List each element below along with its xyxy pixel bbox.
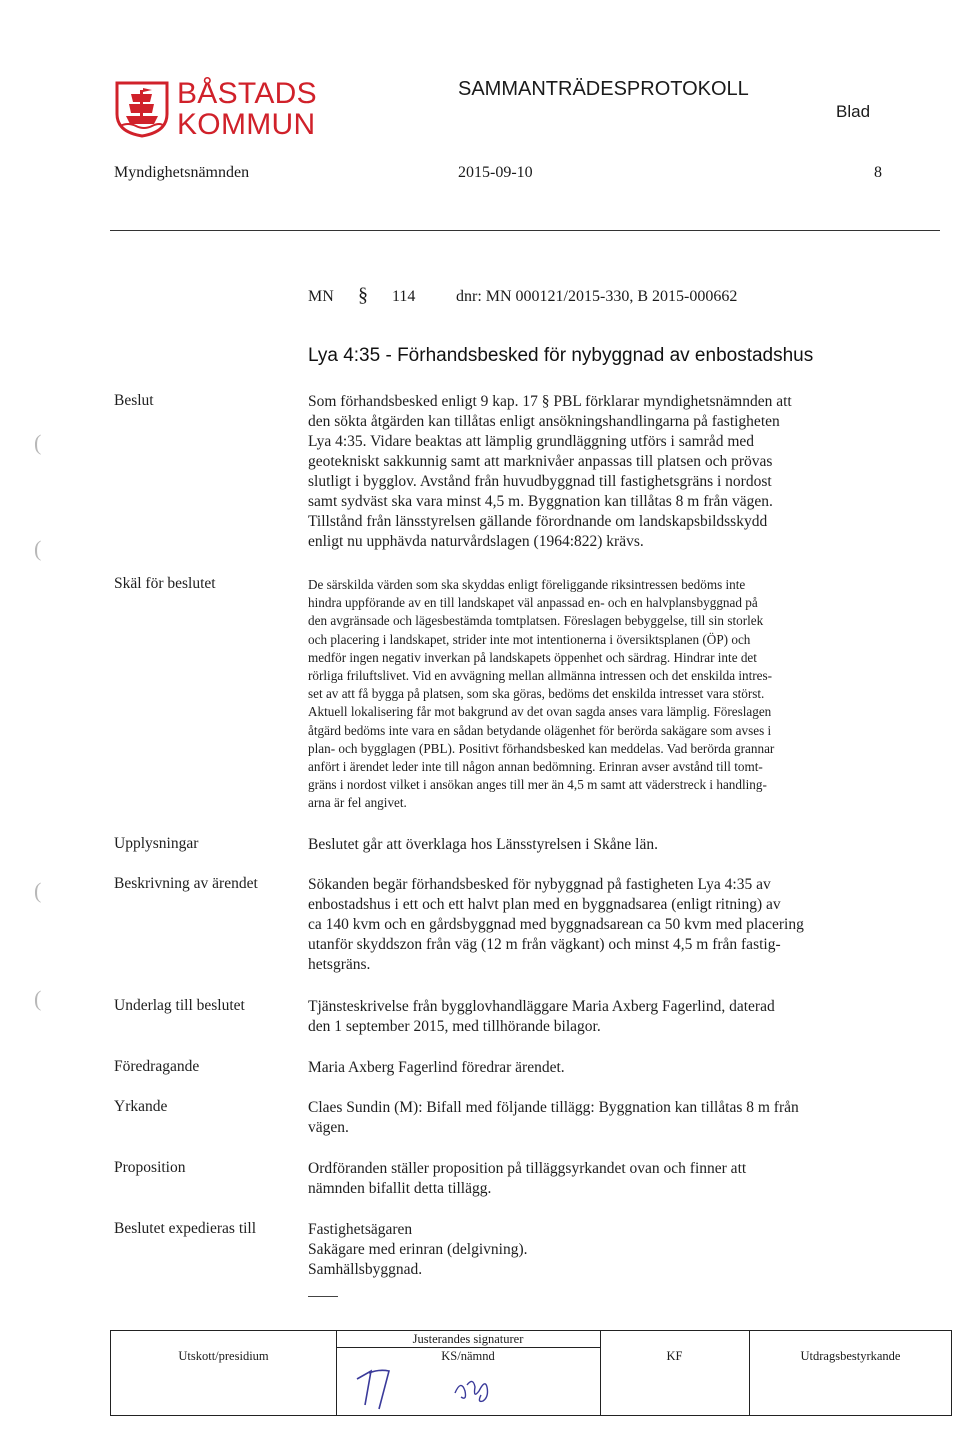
- text-line: enbostadshus i ett och ett halvt plan med en byggnadsarea (enligt ritning) av: [308, 896, 781, 913]
- signature-1-icon: [349, 1365, 409, 1415]
- text-line: Beslutet går att överklaga hos Länsstyrelsen i Skåne län.: [308, 836, 658, 853]
- text-line: Maria Axberg Fagerlind föredrar ärendet.: [308, 1059, 565, 1076]
- text-line: rörliga friluftslivet. Vid en avvägning mellan allmänna intressen och det enskilda intres-: [308, 668, 773, 684]
- section-text-beslut: [308, 392, 903, 552]
- text-line: arna är fel angivet.: [308, 795, 407, 811]
- text-line: hetsgräns.: [308, 956, 371, 973]
- section-text-underlag: [308, 997, 903, 1037]
- section-text-beskrivning: [308, 875, 903, 975]
- municipality-name: [177, 78, 317, 140]
- ref-dnr: dnr: MN 000121/2015-330, B 2015-000662: [456, 288, 738, 305]
- section-label-skal: Skäl för beslutet: [114, 575, 216, 592]
- page-number: 8: [874, 164, 882, 181]
- sig-col-ks: KS/nämnd: [441, 1349, 495, 1363]
- text-line: Lya 4:35. Vidare beaktas att lämplig grundläggning utförs i samråd med: [308, 433, 755, 450]
- section-label-yrkande: Yrkande: [114, 1098, 168, 1115]
- table-divider: [749, 1331, 750, 1415]
- text-line: Sökanden begär förhandsbesked för nybyggnad på fastigheten Lya 4:35 av: [308, 876, 771, 893]
- signature-header: Justerandes signaturer: [412, 1332, 524, 1346]
- table-header-rule: [336, 1347, 600, 1348]
- section-label-upplysningar: Upplysningar: [114, 835, 199, 852]
- margin-mark: (: [34, 986, 42, 1011]
- sig-col-utskott: Utskott/presidium: [178, 1349, 269, 1363]
- text-line: plan- och bygglagen (PBL). Positivt förhandsbesked kan meddelas. Vad berörda grannar: [308, 740, 775, 756]
- text-line: Ordföranden ställer proposition på tilläggsyrkandet ovan och finner att: [308, 1160, 747, 1177]
- text-line: den sökta åtgärden kan tillåtas enligt ansökningshandlingarna på fastigheten: [308, 413, 780, 430]
- signature-2-icon: [451, 1373, 495, 1409]
- ref-number: 114: [392, 288, 416, 305]
- text-line: den 1 september 2015, med tillhörande bilagor.: [308, 1018, 601, 1035]
- section-text-skal: [308, 576, 908, 813]
- meeting-date: 2015-09-10: [458, 164, 533, 181]
- signature-table: [110, 1330, 952, 1416]
- blad-label: Blad: [836, 102, 871, 121]
- section-label-underlag: Underlag till beslutet: [114, 997, 245, 1014]
- end-rule: [308, 1296, 338, 1297]
- text-line: den avgränsade och lägesbestämda tomtplatsen. Föreslagen bebyggelse, till sin storlek: [308, 613, 764, 629]
- section-text-foredragande: [308, 1058, 903, 1078]
- section-label-expedieras: Beslutet expedieras till: [114, 1220, 257, 1237]
- margin-mark: (: [34, 536, 42, 561]
- document-title: SAMMANTRÄDESPROTOKOLL: [458, 78, 749, 100]
- text-line: Sakägare med erinran (delgivning).: [308, 1241, 528, 1258]
- text-line: slutligt i bygglov. Avstånd från huvudbyggnad till fastighetsgräns i nordost: [308, 473, 772, 490]
- text-line: gräns i nordost vilket i ansökan anges till mer än 4,5 m samt att väderstreck i handling-: [308, 777, 767, 793]
- body-name: Myndighetsnämnden: [114, 164, 250, 181]
- text-line: Fastighetsägaren: [308, 1221, 413, 1238]
- header-divider: [110, 230, 940, 231]
- table-divider: [336, 1331, 337, 1415]
- text-line: nämnden bifallit detta tillägg.: [308, 1180, 492, 1197]
- section-sign: §: [358, 284, 368, 306]
- table-divider: [600, 1331, 601, 1415]
- section-label-beslut: Beslut: [114, 392, 154, 409]
- text-line: enligt nu upphävda naturvårdslagen (1964:822) krävs.: [308, 533, 644, 550]
- brand-line-1: BÅSTADS: [177, 77, 317, 110]
- text-line: Tjänsteskrivelse från bygglovhandläggare Maria Axberg Fagerlind, daterad: [308, 998, 775, 1015]
- section-label-proposition: Proposition: [114, 1159, 186, 1176]
- text-line: Samhällsbyggnad.: [308, 1261, 423, 1278]
- text-line: samt sydväst ska vara minst 4,5 m. Byggnation kan tillåtas 8 m från vägen.: [308, 493, 773, 510]
- text-line: Aktuell lokalisering får mot bakgrund av det ovan sagda anses vara lämplig. Föreslagen: [308, 704, 772, 720]
- text-line: anfört i ärendet leder inte till någon annan bedömning. Erinran avser avstånd till tomt-: [308, 759, 763, 775]
- sig-col-utdrag: Utdragsbestyrkande: [800, 1349, 901, 1363]
- margin-mark: (: [34, 878, 42, 903]
- section-text-proposition: [308, 1159, 903, 1199]
- margin-mark: (: [34, 430, 42, 455]
- text-line: Som förhandsbesked enligt 9 kap. 17 § PBL förklarar myndighetsnämnden att: [308, 393, 792, 410]
- text-line: set av att få bygga på platsen, som ska göras, bedöms det enskilda intresset vara störst.: [308, 686, 765, 702]
- section-label-beskrivning: Beskrivning av ärendet: [114, 875, 258, 892]
- sig-col-kf: KF: [666, 1349, 683, 1363]
- page-title: Lya 4:35 - Förhandsbesked för nybyggnad av enbostadshus: [308, 345, 814, 366]
- text-line: geotekniskt sakkunnig samt att marknivåer anpassas till platsen och prövas: [308, 453, 773, 470]
- text-line: ca 140 kvm och en gårdsbyggnad med byggnadsarean ca 50 kvm med placering: [308, 916, 804, 933]
- brand-line-2: KOMMUN: [177, 108, 316, 141]
- text-line: Tillstånd från länsstyrelsen gällande förordnande om landskapsbildsskydd: [308, 513, 768, 530]
- text-line: De särskilda värden som ska skyddas enligt föreliggande riksintressen bedöms inte: [308, 577, 746, 592]
- municipality-logo-icon: [114, 80, 170, 138]
- text-line: och placering i landskapet, strider inte mot intentionerna i översiktsplanen (ÖP) och: [308, 631, 751, 647]
- text-line: vägen.: [308, 1119, 349, 1136]
- ref-org: MN: [308, 288, 334, 305]
- section-text-upplysningar: [308, 835, 903, 855]
- text-line: hindra uppförande av en till landskapet väl anpassad en- och en halvplansbyggnad på: [308, 595, 758, 611]
- section-label-foredragande: Föredragande: [114, 1058, 200, 1075]
- text-line: utanför skyddszon från väg (12 m från vägkant) och minst 4,5 m från fastig-: [308, 936, 781, 953]
- section-text-yrkande: [308, 1098, 903, 1138]
- text-line: åtgärd bedöms inte vara en sådan betydande olägenhet för berörda sakägare som avses i: [308, 722, 772, 738]
- text-line: medför ingen negativ inverkan på landskapets öppenhet och särdrag. Hindrar inte det: [308, 649, 757, 665]
- text-line: Claes Sundin (M): Bifall med följande tillägg: Byggnation kan tillåtas 8 m från: [308, 1099, 799, 1116]
- section-text-expedieras: [308, 1220, 903, 1280]
